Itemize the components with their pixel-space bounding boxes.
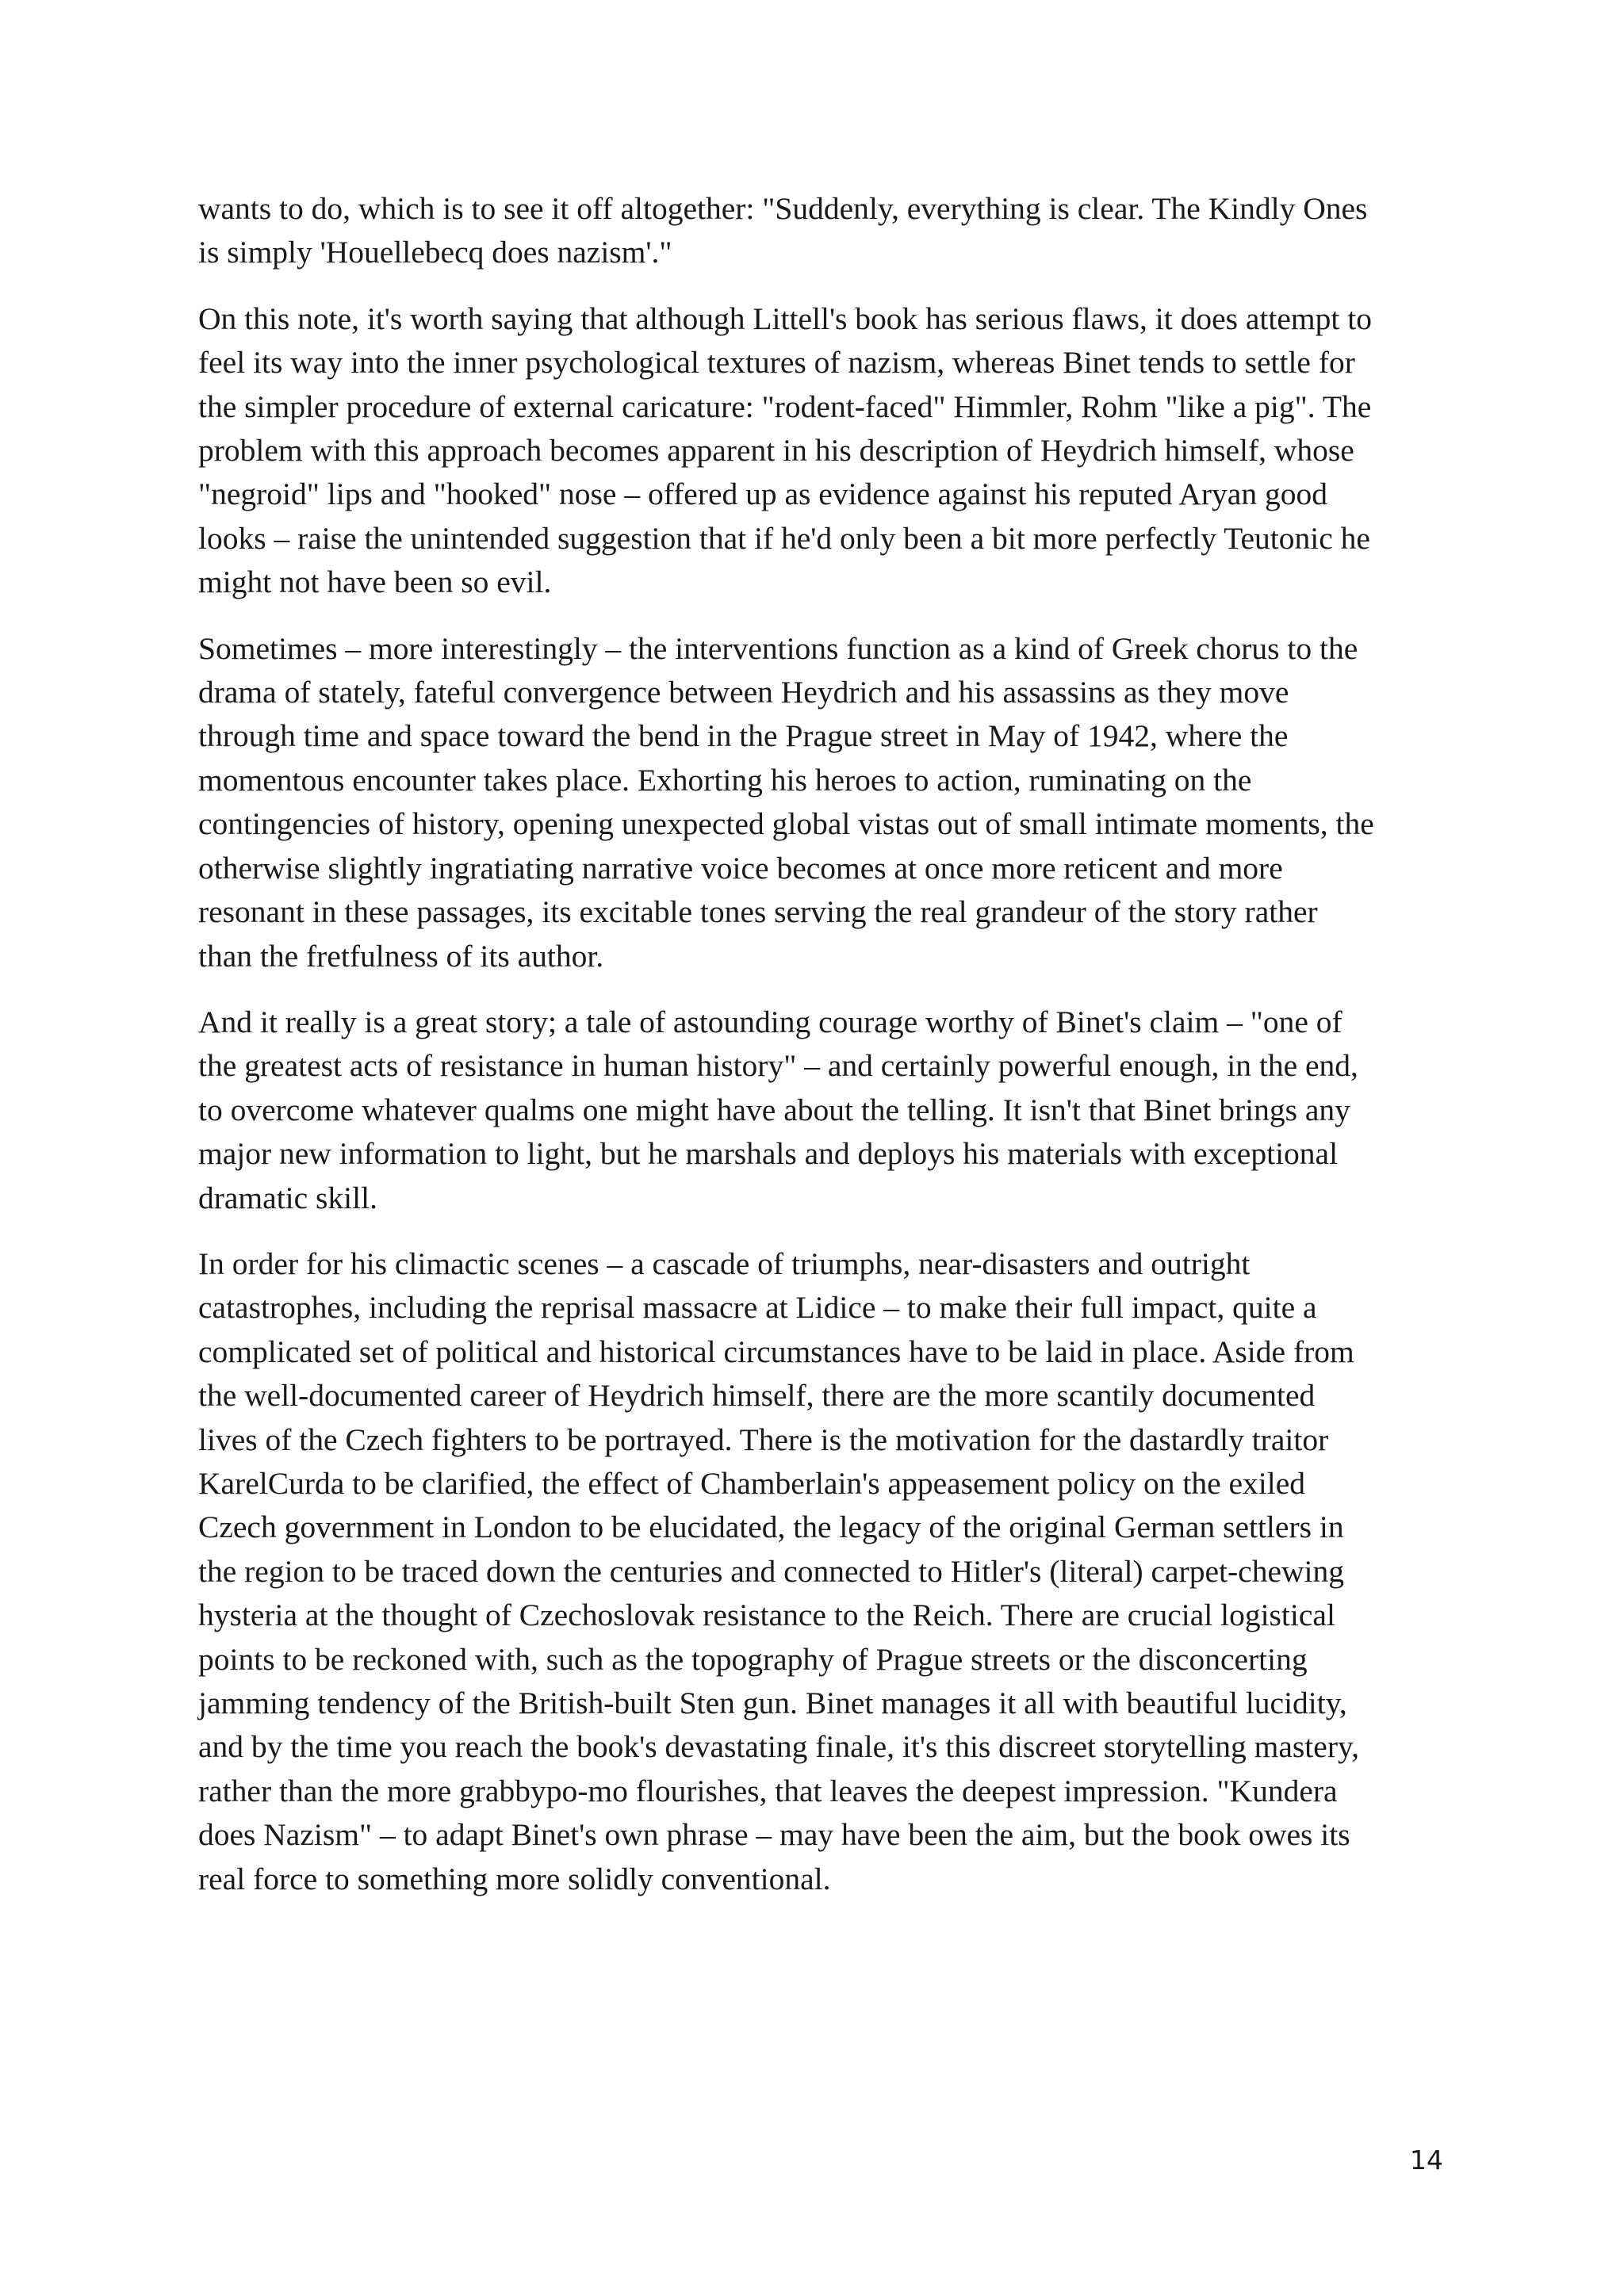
paragraph-4: And it really is a great story; a tale of astounding courage worthy of Binet's claim – "one of the greatest acts of resistance in human history" – and certainly powerful enough, in the end, to overcome whatever qualms one might have about the telling. It isn't that Binet brings any major new information to light, but he marshals and deploys his materials with exceptional dramatic skill. bbox=[198, 1004, 1358, 1215]
paragraph-1: wants to do, which is to see it off altogether: "Suddenly, everything is clear. The Kindly Ones is simply 'Houellebecq does nazism'." bbox=[198, 191, 1368, 270]
page-number: 14 bbox=[1410, 2145, 1443, 2175]
paragraph-2: On this note, it's worth saying that although Littell's book has serious flaws, it does attempt to feel its way into the inner psychological textures of nazism, whereas Binet tends to settle for the simpler procedure of external caricature: "rodent-faced" Himmler, Rohm "like a pig". The problem with this approach becomes apparent in his description of Heydrich himself, whose "negroid" lips and "hooked" nose – offered up as evidence against his reputed Aryan good looks – raise the unintended suggestion that if he'd only been a bit more perfectly Teutonic he might not have been so evil. bbox=[198, 300, 1372, 600]
body-text bbox=[198, 187, 1443, 1923]
paragraph-5: In order for his climactic scenes – a cascade of triumphs, near-disasters and outright catastrophes, including the reprisal massacre at Lidice – to make their full impact, quite a complicated set of political and historical circumstances have to be laid in place. Aside from the well-documented career of Heydrich himself, there are the more scantily documented lives of the Czech fighters to be portrayed. There is the motivation for the dastardly traitor KarelCurda to be clarified, the effect of Chamberlain's appeasement policy on the exiled Czech government in London to be elucidated, the legacy of the original German settlers in the region to be traced down the centuries and connected to Hitler's (literal) carpet-chewing hysteria at the thought of Czechoslovak resistance to the Reich. There are crucial logistical points to be reckoned with, such as the topography of Prague streets or the disconcerting jamming tendency of the British-built Sten gun. Binet manages it all with beautiful lucidity, and by the time you reach the book's devastating finale, it's this discreet storytelling mastery, rather than the more grabbypo-mo flourishes, that leaves the deepest impression. "Kundera does Nazism" – to adapt Binet's own phrase – may have been the aim, but the book owes its real force to something more solidly conventional. bbox=[198, 1246, 1360, 1896]
paragraph-3: Sometimes – more interestingly – the interventions function as a kind of Greek chorus to the drama of stately, fateful convergence between Heydrich and his assassins as they move through time and space toward the bend in the Prague street in May of 1942, where the momentous encounter takes place. Exhorting his heroes to action, ruminating on the contingencies of history, opening unexpected global vistas out of small intimate moments, the otherwise slightly ingratiating narrative voice becomes at once more reticent and more resonant in these passages, its excitable tones serving the real grandeur of the story rather than the fretfulness of its author. bbox=[198, 630, 1374, 974]
